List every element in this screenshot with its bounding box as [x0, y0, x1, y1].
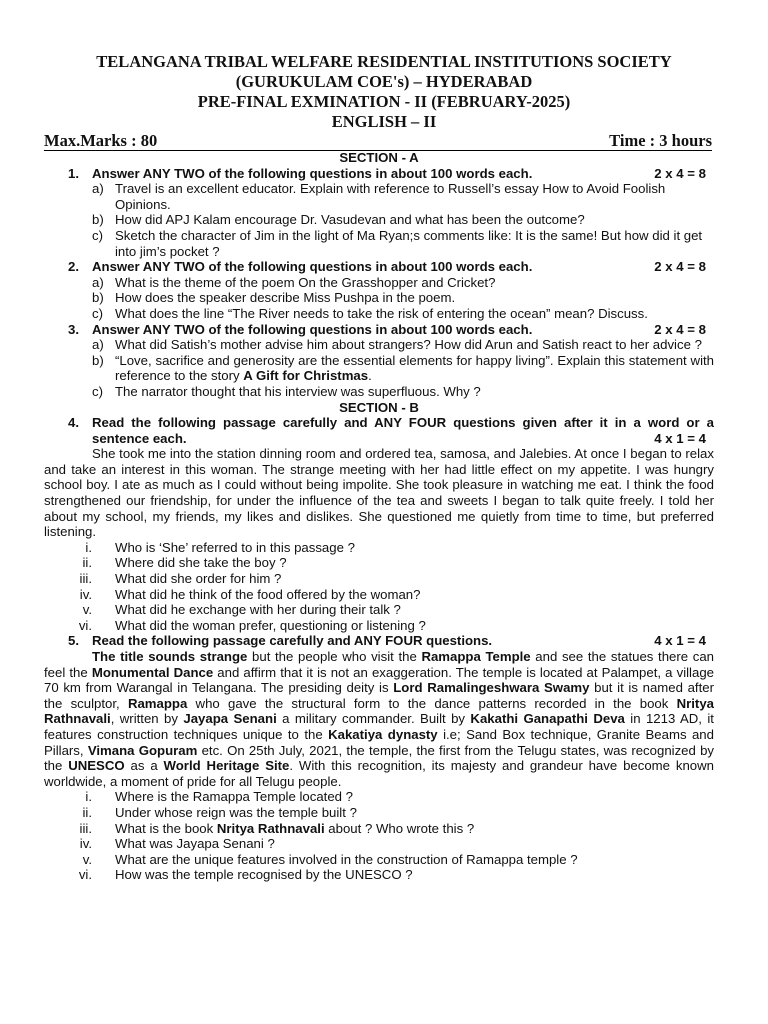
passage-question-label: iv.: [79, 836, 92, 852]
passage-bold: Monumental Dance: [91, 664, 214, 680]
passage-question-text: Where did she take the boy ?: [115, 555, 287, 571]
sub-question-text: How does the speaker describe Miss Pushpa in the poem.: [115, 290, 456, 306]
question-number: 5.: [68, 633, 79, 649]
question-text: Answer ANY TWO of the following questions in about 100 words each.: [92, 321, 533, 337]
sub-question-text: What did Satish’s mother advise him about strangers? How did Arun and Satish react to her advice ?: [115, 337, 702, 353]
section-a-title: SECTION - A: [339, 150, 419, 165]
passage-text: but it is named after the sculptor,: [44, 680, 714, 711]
sub-question-label: b): [92, 212, 104, 228]
passage-question-text: What was Jayapa Senani ?: [115, 836, 275, 852]
passage-question-text: What did he exchange with her during their talk ?: [115, 602, 401, 618]
sub-question-text: What does the line “The River needs to take the risk of entering the ocean” mean? Discuss.: [115, 305, 648, 321]
question-number: 2.: [68, 259, 79, 275]
passage-question-label: v.: [82, 602, 92, 618]
passage-bold: Nritya Rathnavali: [44, 695, 714, 727]
question-text: Read the following passage carefully and ANY FOUR questions given after it in a word or a sentence each.: [92, 415, 714, 446]
question-number: 1.: [68, 165, 79, 181]
passage-2: [44, 649, 714, 789]
passage-question-label: v.: [82, 851, 92, 867]
sub-question-label: a): [92, 274, 104, 290]
sub-question: [44, 290, 714, 306]
question-marks: 2 x 4 = 8: [654, 165, 706, 181]
sub-question-text: Sketch the character of Jim in the light of Ma Ryan;s comments like: It is the same! But how did it get into jim’s pocket ?: [115, 227, 703, 259]
question-marks: 4 x 1 = 4: [654, 430, 706, 446]
story-title: A Gift for Christmas: [243, 368, 369, 384]
passage-question: [44, 540, 714, 556]
question-text: Answer ANY TWO of the following questions in about 100 words each.: [92, 165, 533, 181]
max-marks: Max.Marks : 80: [44, 131, 158, 150]
passage-question: [44, 618, 714, 634]
sub-question: [44, 384, 714, 400]
sub-question-text: The narrator thought that his interview was superfluous. Why ?: [115, 383, 481, 399]
passage-question-text-end: about ? Who wrote this ?: [324, 820, 475, 836]
sub-question: [44, 306, 714, 322]
passage-question: [44, 602, 714, 618]
question-3: [44, 322, 714, 338]
question-4: [44, 415, 714, 446]
passage-question-label: vi.: [78, 867, 92, 883]
passage-question: [44, 571, 714, 587]
sub-question: [44, 353, 714, 384]
passage-question-label: ii.: [82, 804, 92, 820]
passage-question: [44, 821, 714, 837]
passage-question: [44, 852, 714, 868]
passage-question-label: iv.: [79, 586, 92, 602]
sub-question-text: Travel is an excellent educator. Explain with reference to Russell’s essay How to Avoid Foolish Opinions.: [115, 181, 666, 212]
passage-question-text: What did he think of the food offered by the woman?: [115, 586, 421, 602]
passage-text: a military commander. Built by: [276, 711, 471, 727]
question-number: 4.: [68, 415, 79, 431]
passage-bold: Jayapa Senani: [183, 711, 277, 727]
passage-question-text: Who is ‘She’ referred to in this passage ?: [115, 539, 355, 555]
passage-text: i.e; Sand Box technique, Granite Beams and Pillars,: [44, 726, 714, 758]
passage-1: [44, 446, 714, 540]
passage-bold: Ramappa: [127, 695, 188, 711]
passage-text: , written by: [110, 711, 184, 727]
passage-question: [44, 555, 714, 571]
passage-question: [44, 805, 714, 821]
passage-text: . With this recognition, its majesty and grandeur have become known worldwide, a moment of pride for all Telugu people.: [44, 758, 714, 789]
sub-question: [44, 181, 714, 212]
passage-question-label: iii.: [79, 820, 92, 836]
passage-bold: World Heritage Site: [163, 758, 290, 774]
passage-question-text: What is the book: [115, 820, 217, 836]
question-5: [44, 633, 714, 649]
passage-text: She took me into the station dinning room and ordered tea, samosa, and Jalebies. At once I began to relax and take an interest in this woman. The strange meeting with her had little effect on my appetite. I was hungry school boy. I ate as much as I could without being impolite. She took pleasure in watching me eat. I think the food strengthened our friendship, for under the influence of the tea and sweets I began to talk quite freely. I told her about my school, my friends, my likes and dislikes. She questioned me quietly from time to time, but preferred listening.: [44, 446, 714, 540]
sub-question-label: c): [92, 227, 103, 243]
passage-question-text: What did the woman prefer, questioning or listening ?: [115, 617, 426, 633]
passage-text: who gave the structural form to the dance patterns recorded in the book: [187, 695, 677, 711]
sub-question-label: a): [92, 337, 104, 353]
sub-question: [44, 275, 714, 291]
question-marks: 2 x 4 = 8: [654, 259, 706, 275]
passage-question: [44, 789, 714, 805]
passage-question-text: Under whose reign was the temple built ?: [115, 804, 357, 820]
passage-bold: Kakathi Ganapathi Deva: [470, 711, 625, 727]
passage-text: as a: [124, 758, 164, 774]
sub-question-text: How did APJ Kalam encourage Dr. Vasudevan and what has been the outcome?: [115, 212, 585, 228]
passage-text: and see the statues there can feel the: [44, 649, 714, 680]
passage-bold: Kakatiya dynasty: [328, 726, 438, 742]
passage-question-label: vi.: [78, 617, 92, 633]
sub-question: [44, 337, 714, 353]
sub-question-label: c): [92, 305, 103, 321]
passage-question: [44, 587, 714, 603]
passage-question: [44, 867, 714, 883]
question-text: Read the following passage carefully and ANY FOUR questions.: [92, 633, 493, 649]
sub-question-label: b): [92, 352, 104, 368]
passage-question-label: i.: [85, 789, 92, 805]
passage-question-text: What are the unique features involved in the construction of Ramappa temple ?: [115, 851, 578, 867]
question-2: [44, 259, 714, 275]
sub-question-label: a): [92, 181, 104, 197]
exam-meta-row: [44, 131, 712, 151]
question-marks: 2 x 4 = 8: [654, 321, 706, 337]
question-text: Answer ANY TWO of the following questions in about 100 words each.: [92, 259, 533, 275]
section-b-title: SECTION - B: [339, 399, 419, 415]
sub-question-text-end: .: [368, 368, 372, 384]
question-marks: 4 x 1 = 4: [654, 633, 706, 649]
passage-question-text: How was the temple recognised by the UNESCO ?: [115, 867, 413, 883]
passage-bold: UNESCO: [68, 758, 125, 774]
passage-question-text: Where is the Ramappa Temple located ?: [115, 789, 353, 805]
passage-question-label: i.: [85, 539, 92, 555]
passage-bold: Vimana Gopuram: [87, 742, 198, 758]
subject-title: ENGLISH – II: [331, 112, 437, 131]
passage-question-label: ii.: [82, 555, 92, 571]
exam-time: Time : 3 hours: [609, 131, 712, 150]
passage-bold: Lord Ramalingeshwara Swamy: [393, 680, 590, 696]
sub-question-text: “Love, sacrifice and generosity are the essential elements for happy living”. Explain this statement with reference to the story: [115, 352, 714, 384]
exam-title: PRE-FINAL EXMINATION - II (FEBRUARY-2025): [197, 92, 571, 111]
book-title: Nritya Rathnavali: [216, 820, 325, 836]
passage-text: etc. On 25th July, 2021, the temple, the first from the Telugu states, was recognized by the: [44, 742, 715, 774]
paper-body: [44, 150, 714, 883]
passage-question: [44, 836, 714, 852]
passage-question-text: What did she order for him ?: [115, 571, 282, 587]
question-1: [44, 166, 714, 182]
sub-question-text: What is the theme of the poem On the Grasshopper and Cricket?: [115, 274, 496, 290]
passage-bold: Ramappa Temple: [421, 649, 531, 664]
passage-bold: The title sounds strange: [92, 649, 248, 664]
passage-text: and affirm that it is not an exaggeration. The temple is located at Palampet, a village 70 km from Warangal in Telangana. The presiding deity is: [44, 664, 714, 696]
sub-question: [44, 212, 714, 228]
passage-question-label: iii.: [79, 571, 92, 587]
passage-text: in 1213 AD, it features construction techniques unique to the: [44, 711, 714, 742]
sub-question-label: c): [92, 383, 103, 399]
sub-question-label: b): [92, 290, 104, 306]
passage-text: but the people who visit the: [247, 649, 422, 664]
question-number: 3.: [68, 321, 79, 337]
institution-title: TELANGANA TRIBAL WELFARE RESIDENTIAL INSTITUTIONS SOCIETY: [96, 52, 672, 71]
institution-subtitle: (GURUKULAM COE's) – HYDERABAD: [235, 72, 533, 91]
sub-question: [44, 228, 714, 259]
